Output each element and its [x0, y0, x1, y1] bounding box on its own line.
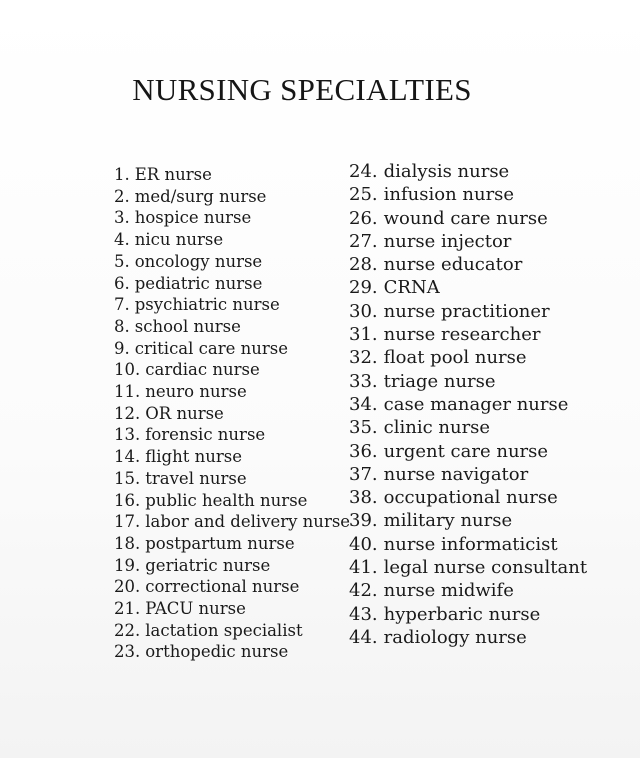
item-label: flight nurse	[145, 447, 242, 467]
list-item	[349, 556, 587, 579]
item-number: 21.	[114, 599, 141, 619]
list-item	[114, 164, 350, 186]
item-number: 41.	[349, 557, 378, 579]
item-number: 3.	[114, 208, 130, 228]
item-number: 34.	[349, 393, 378, 415]
list-item	[114, 316, 350, 338]
list-item	[114, 207, 350, 229]
item-number: 27.	[349, 230, 378, 252]
list-item	[349, 346, 587, 369]
list-item	[114, 229, 350, 251]
item-number: 26.	[349, 207, 378, 229]
item-label: forensic nurse	[145, 425, 266, 445]
specialty-list-left	[114, 164, 350, 663]
item-label: float pool nurse	[383, 347, 527, 369]
item-label: PACU nurse	[145, 599, 246, 619]
item-label: nurse injector	[383, 230, 512, 252]
list-item	[349, 393, 587, 416]
list-item	[114, 576, 350, 598]
list-item	[114, 620, 350, 642]
list-item	[114, 359, 350, 381]
item-label: nurse midwife	[383, 580, 514, 602]
item-label: correctional nurse	[145, 577, 300, 597]
list-item	[114, 381, 350, 403]
item-number: 20.	[114, 577, 141, 597]
item-label: cardiac nurse	[145, 360, 260, 380]
item-label: orthopedic nurse	[145, 642, 289, 662]
list-item	[349, 183, 587, 206]
item-number: 15.	[114, 468, 141, 488]
item-label: nurse educator	[383, 254, 523, 276]
item-number: 25.	[349, 184, 378, 206]
item-label: nurse researcher	[383, 324, 541, 346]
item-label: oncology nurse	[134, 251, 263, 271]
item-number: 22.	[114, 620, 141, 640]
item-number: 39.	[349, 510, 378, 532]
list-item	[349, 230, 587, 253]
list-item	[349, 276, 587, 299]
list-item	[114, 555, 350, 577]
list-item	[349, 440, 587, 463]
item-number: 29.	[349, 277, 378, 299]
item-label: triage nurse	[383, 370, 496, 392]
item-label: neuro nurse	[145, 382, 247, 402]
item-number: 5.	[114, 251, 130, 271]
item-label: hospice nurse	[134, 208, 252, 228]
list-item	[114, 490, 350, 512]
item-label: labor and delivery nurse	[145, 512, 351, 532]
item-label: ER nurse	[134, 165, 212, 184]
item-number: 36.	[349, 440, 378, 462]
item-number: 12.	[114, 403, 141, 423]
list-item	[349, 579, 587, 602]
item-label: geriatric nurse	[145, 555, 271, 575]
list-item	[114, 186, 350, 208]
item-label: OR nurse	[145, 403, 224, 423]
list-item	[349, 416, 587, 439]
item-label: urgent care nurse	[383, 440, 549, 462]
item-label: nurse practitioner	[383, 300, 550, 322]
item-label: med/surg nurse	[134, 186, 267, 206]
item-number: 40.	[349, 533, 378, 555]
item-label: clinic nurse	[383, 417, 491, 439]
list-item	[349, 463, 587, 486]
specialty-list-right	[349, 160, 587, 649]
list-item	[114, 273, 350, 295]
item-label: psychiatric nurse	[134, 295, 280, 315]
item-label: nurse navigator	[383, 463, 529, 485]
item-number: 23.	[114, 642, 141, 662]
item-number: 37.	[349, 463, 378, 485]
item-label: legal nurse consultant	[383, 557, 588, 579]
item-number: 32.	[349, 347, 378, 369]
item-number: 35.	[349, 417, 378, 439]
item-number: 33.	[349, 370, 378, 392]
item-label: critical care nurse	[134, 338, 289, 358]
item-label: CRNA	[383, 277, 440, 299]
item-label: case manager nurse	[383, 393, 569, 415]
list-item	[349, 603, 587, 626]
list-item	[114, 598, 350, 620]
item-number: 28.	[349, 254, 378, 276]
list-item	[349, 370, 587, 393]
item-number: 42.	[349, 580, 378, 602]
item-label: travel nurse	[145, 468, 247, 488]
item-number: 17.	[114, 512, 141, 532]
list-item	[114, 338, 350, 360]
item-label: pediatric nurse	[134, 273, 263, 293]
item-label: nicu nurse	[134, 230, 224, 250]
item-label: infusion nurse	[383, 184, 515, 206]
list-item	[114, 468, 350, 490]
item-number: 11.	[114, 382, 141, 402]
list-item	[349, 160, 587, 183]
list-item	[349, 486, 587, 509]
list-item	[114, 251, 350, 273]
item-number: 14.	[114, 447, 141, 467]
list-item	[114, 533, 350, 555]
item-number: 19.	[114, 555, 141, 575]
item-label: hyperbaric nurse	[383, 603, 541, 625]
list-item	[349, 253, 587, 276]
list-item	[114, 403, 350, 425]
list-item	[114, 511, 350, 533]
list-item	[114, 641, 350, 663]
item-label: wound care nurse	[383, 207, 548, 229]
item-number: 7.	[114, 295, 130, 315]
item-number: 8.	[114, 316, 130, 336]
item-number: 16.	[114, 490, 141, 510]
item-number: 43.	[349, 603, 378, 625]
item-label: occupational nurse	[383, 487, 558, 509]
item-label: nurse informaticist	[383, 533, 558, 555]
item-number: 1.	[114, 165, 130, 184]
item-label: military nurse	[383, 510, 513, 532]
list-item	[114, 424, 350, 446]
item-label: lactation specialist	[145, 620, 303, 640]
item-number: 24.	[349, 161, 378, 182]
item-label: dialysis nurse	[383, 161, 510, 182]
item-label: postpartum nurse	[145, 533, 295, 553]
list-item	[349, 509, 587, 532]
item-number: 13.	[114, 425, 141, 445]
item-number: 10.	[114, 360, 141, 380]
item-number: 38.	[349, 487, 378, 509]
item-number: 44.	[349, 626, 378, 648]
item-number: 18.	[114, 533, 141, 553]
item-number: 31.	[349, 324, 378, 346]
page-title: NURSING SPECIALTIES	[132, 72, 472, 107]
list-item	[349, 533, 587, 556]
item-label: public health nurse	[145, 490, 308, 510]
list-item	[349, 323, 587, 346]
item-label: radiology nurse	[383, 626, 527, 648]
item-number: 6.	[114, 273, 130, 293]
list-item	[114, 294, 350, 316]
item-number: 9.	[114, 338, 130, 358]
list-item	[114, 446, 350, 468]
item-number: 30.	[349, 300, 378, 322]
list-item	[349, 300, 587, 323]
list-item	[349, 626, 587, 649]
item-label: school nurse	[134, 316, 241, 336]
item-number: 4.	[114, 230, 130, 250]
item-number: 2.	[114, 186, 130, 206]
list-item	[349, 207, 587, 230]
